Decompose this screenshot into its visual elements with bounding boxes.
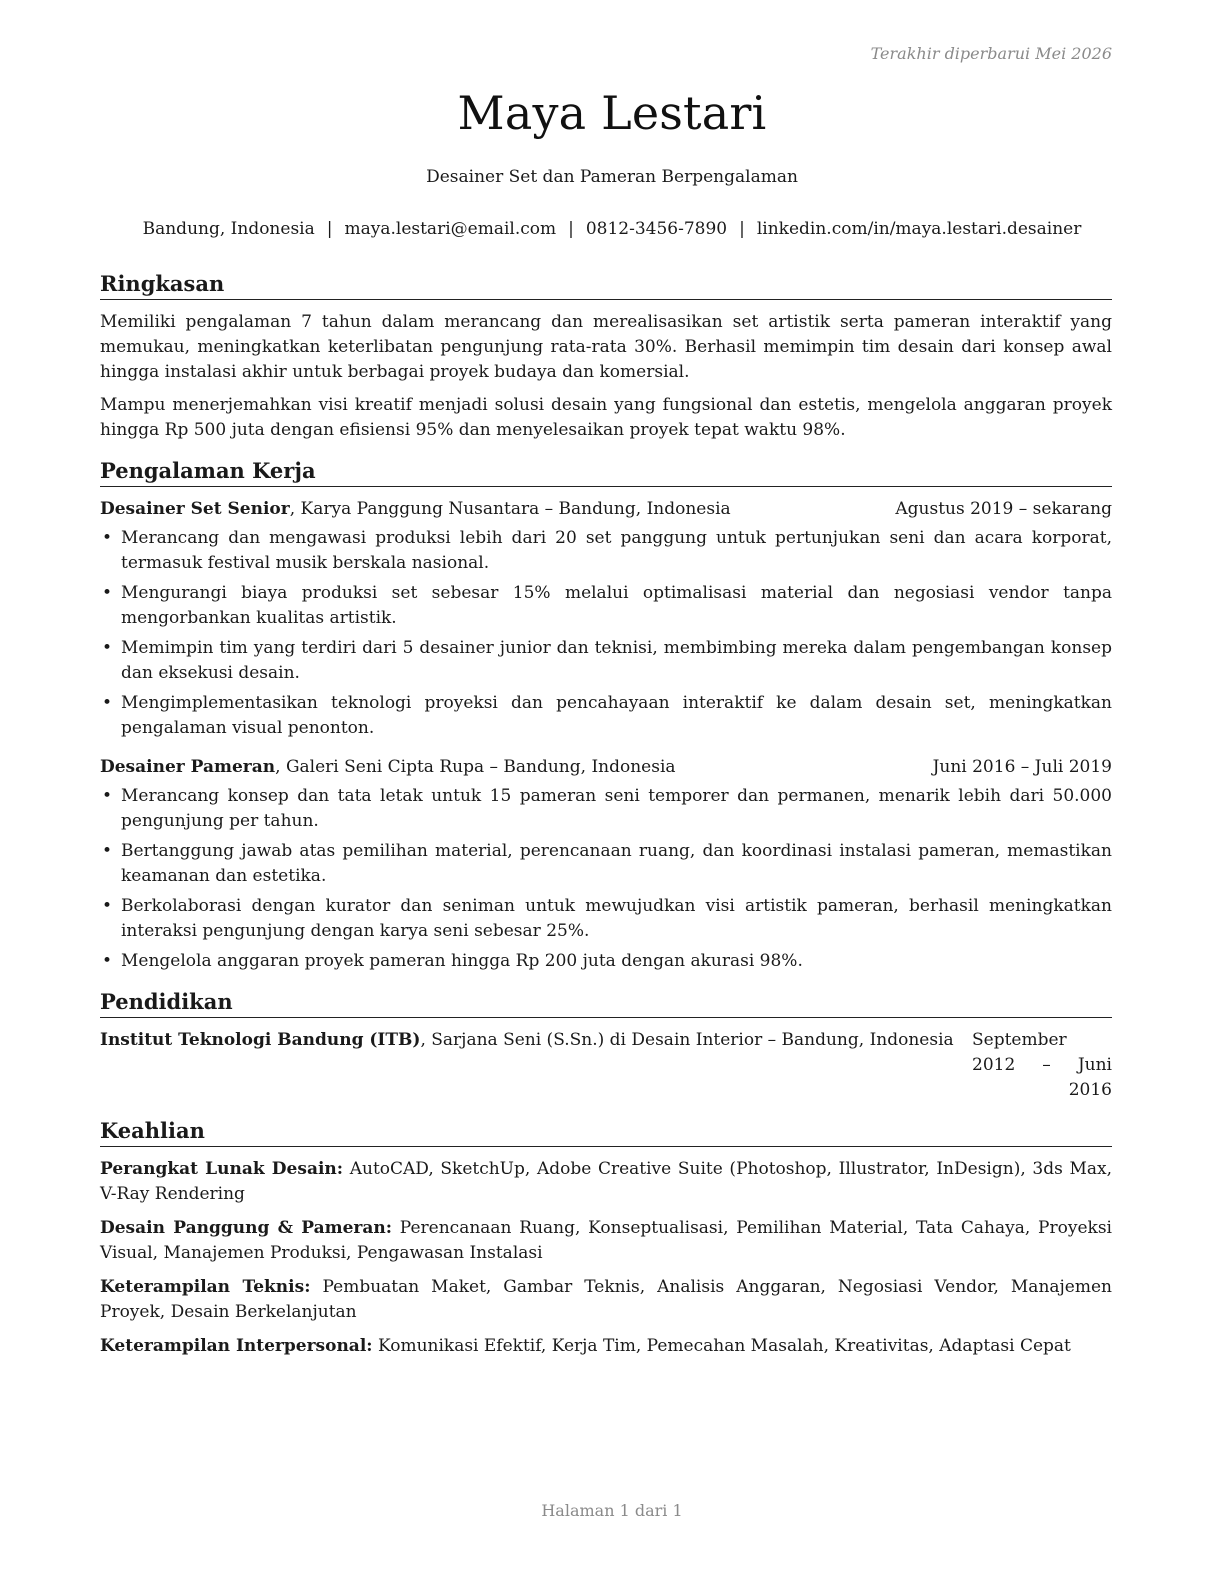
education-school: Institut Teknologi Bandung (ITB) (100, 1030, 421, 1050)
skill-row (100, 1216, 1112, 1266)
contact-phone: 0812-3456-7890 (585, 219, 728, 239)
skill-value: Pembuatan Maket, Gambar Teknis, Analisis Anggaran, Negosiasi Vendor, Manajemen Proyek, Desain Berkelanjutan (100, 1277, 1112, 1322)
job-bullet: • Merancang dan mengawasi produksi lebih dari 20 set panggung untuk pertunjukan seni dan acara korporat, termasuk festival musik berskala nasional. (100, 526, 1112, 576)
skill-row (100, 1275, 1112, 1325)
skill-row (100, 1157, 1112, 1207)
section-title-skills: Keahlian (100, 1117, 1112, 1147)
summary-paragraph: Memiliki pengalaman 7 tahun dalam merancang dan merealisasikan set artistik serta pameran interaktif yang memukau, meningkatkan keterlibatan pengunjung rata-rata 30%. Berhasil memimpin tim desain dari konsep awal hingga instalasi akhir untuk berbagai proyek budaya dan komersial. (100, 312, 1112, 382)
section-title-education: Pendidikan (100, 988, 1112, 1018)
summary-paragraph: Mampu menerjemahkan visi kreatif menjadi solusi desain yang fungsional dan estetis, mengelola anggaran proyek hingga Rp 500 juta dengan efisiensi 95% dan menyelesaikan proyek tepat waktu 98%. (100, 395, 1112, 440)
job-header (100, 497, 1112, 522)
section-title-summary: Ringkasan (100, 270, 1112, 300)
skills-section (100, 1117, 1112, 1359)
education-entry (100, 1028, 1112, 1103)
skill-value: Komunikasi Efektif, Kerja Tim, Pemecahan Masalah, Kreativitas, Adaptasi Cepat (372, 1336, 1071, 1356)
job-bullet: • Berkolaborasi dengan kurator dan seniman untuk mewujudkan visi artistik pameran, berhasil meningkatkan interaksi pengunjung dengan karya seni sebesar 25%. (100, 894, 1112, 944)
contact-separator: | (739, 219, 745, 239)
contact-separator: | (568, 219, 574, 239)
page-number: Halaman 1 dari 1 (541, 1501, 683, 1520)
skill-label: Keterampilan Teknis: (100, 1277, 311, 1297)
section-title-experience: Pengalaman Kerja (100, 457, 1112, 487)
education-dates: September 2012 – Juni 2016 (972, 1030, 1112, 1100)
skill-label: Desain Panggung & Pameran: (100, 1218, 393, 1238)
job-role: Desainer Set Senior (100, 499, 290, 519)
skill-value: Perencanaan Ruang, Konseptualisasi, Pemilihan Material, Tata Cahaya, Proyeksi Visual, Manajemen Produksi, Pengawasan Instalasi (100, 1218, 1112, 1263)
candidate-name: Maya Lestari (457, 86, 767, 140)
job-header (100, 755, 1112, 780)
job-bullets (100, 784, 1112, 974)
job-bullet: • Bertanggung jawab atas pemilihan material, perencanaan ruang, dan koordinasi instalasi pameran, memastikan keamanan dan estetika. (100, 839, 1112, 889)
job-dates: Agustus 2019 – sekarang (895, 499, 1112, 519)
skill-label: Keterampilan Interpersonal: (100, 1336, 373, 1356)
job-dates: Juni 2016 – Juli 2019 (932, 757, 1112, 777)
candidate-subtitle: Desainer Set dan Pameran Berpengalaman (426, 167, 798, 187)
skill-label: Perangkat Lunak Desain: (100, 1159, 344, 1179)
contact-line (0, 219, 1224, 239)
resume-content (100, 270, 1112, 1373)
job-entry (100, 755, 1112, 974)
job-bullet: • Mengelola anggaran proyek pameran hingga Rp 200 juta dengan akurasi 98%. (100, 949, 1112, 974)
job-bullets (100, 526, 1112, 741)
contact-separator: | (326, 219, 333, 239)
skill-value: AutoCAD, SketchUp, Adobe Creative Suite (Photoshop, Illustrator, InDesign), 3ds Max, V-Ray Rendering (100, 1159, 1112, 1204)
experience-section (100, 457, 1112, 974)
education-degree: , Sarjana Seni (S.Sn.) di Desain Interior – Bandung, Indonesia (420, 1030, 954, 1050)
job-bullet: • Mengimplementasikan teknologi proyeksi dan pencahayaan interaktif ke dalam desain set, meningkatkan pengalaman visual penonton. (100, 691, 1112, 741)
job-bullet: • Mengurangi biaya produksi set sebesar 15% melalui optimalisasi material dan negosiasi vendor tanpa mengorbankan kualitas artistik. (100, 581, 1112, 631)
job-title-line (100, 755, 676, 780)
education-section (100, 988, 1112, 1103)
job-bullet: • Merancang konsep dan tata letak untuk 15 pameran seni temporer dan permanen, menarik lebih dari 50.000 pengunjung per tahun. (100, 784, 1112, 834)
summary-section (100, 270, 1112, 443)
job-org: , Karya Panggung Nusantara – Bandung, Indonesia (289, 499, 731, 519)
education-detail (100, 1028, 970, 1103)
contact-email[interactable]: maya.lestari@email.com (344, 219, 557, 239)
contact-location: Bandung, Indonesia (142, 219, 315, 239)
last-updated: Terakhir diperbarui Mei 2026 (870, 44, 1112, 63)
job-entry (100, 497, 1112, 741)
job-role: Desainer Pameran (100, 757, 276, 777)
job-title-line (100, 497, 731, 522)
job-org: , Galeri Seni Cipta Rupa – Bandung, Indonesia (275, 757, 676, 777)
skill-row (100, 1334, 1112, 1359)
contact-linkedin[interactable]: linkedin.com/in/maya.lestari.desainer (756, 219, 1082, 239)
job-bullet: • Memimpin tim yang terdiri dari 5 desainer junior dan teknisi, membimbing mereka dalam pengembangan konsep dan eksekusi desain. (100, 636, 1112, 686)
